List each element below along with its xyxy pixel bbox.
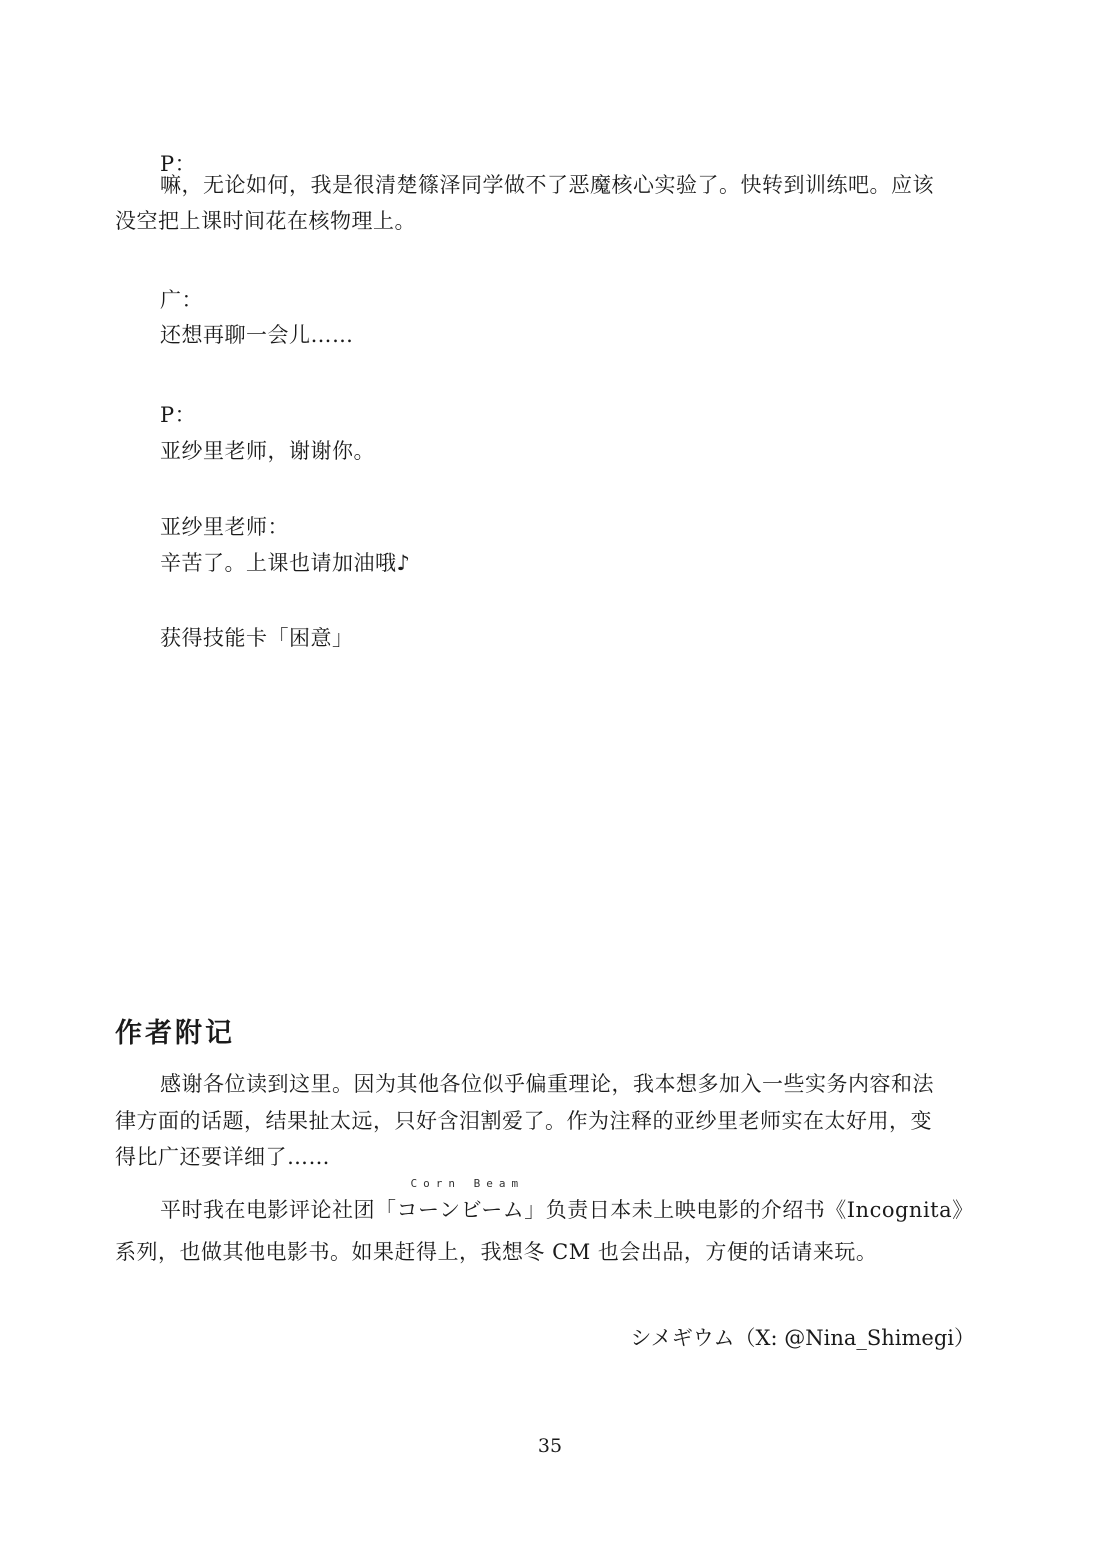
dialogue-text: 还想再聊一会儿……: [160, 323, 354, 347]
speaker-label: 广：: [160, 288, 203, 312]
ruby-text: Corn Beam: [410, 1177, 525, 1190]
ruby-base: コーンビーム: [396, 1198, 525, 1222]
ruby-annotation: [396, 1177, 525, 1225]
skill-card-notice: 获得技能卡「困意」: [160, 626, 354, 650]
paragraph-text: [160, 1177, 974, 1225]
paragraph-text: 得比广还要详细了……: [115, 1145, 330, 1169]
paragraph-text: 律方面的话题，结果扯太远，只好含泪割爱了。作为注释的亚纱里老师实在太好用，变: [115, 1109, 932, 1133]
page-number: 35: [537, 1435, 563, 1457]
paragraph-text: 感谢各位读到这里。因为其他各位似乎偏重理论，我本想多加入一些实务内容和法: [160, 1072, 934, 1096]
dialogue-text: 嘛，无论如何，我是很清楚篠泽同学做不了恶魔核心实验了。快转到训练吧。应该: [160, 173, 934, 197]
speaker-label: P：: [160, 403, 197, 427]
paragraph-text-segment: 」负责日本未上映电影的介绍书《Incognita》: [524, 1198, 974, 1222]
dialogue-text: 没空把上课时间花在核物理上。: [115, 209, 416, 233]
paragraph-text: 系列，也做其他电影书。如果赶得上，我想冬 CM 也会出品，方便的话请来玩。: [115, 1240, 878, 1264]
paragraph-text-segment: 平时我在电影评论社团「: [160, 1198, 397, 1222]
dialogue-text: 辛苦了。上课也请加油哦♪: [160, 551, 411, 575]
dialogue-text: 亚纱里老师，谢谢你。: [160, 439, 375, 463]
author-signature: シメギウム（X: @Nina_Shimegi）: [630, 1326, 975, 1350]
speaker-label: P：: [160, 152, 197, 176]
speaker-label: 亚纱里老师：: [160, 515, 289, 539]
afterword-heading: 作者附记: [115, 1018, 235, 1049]
